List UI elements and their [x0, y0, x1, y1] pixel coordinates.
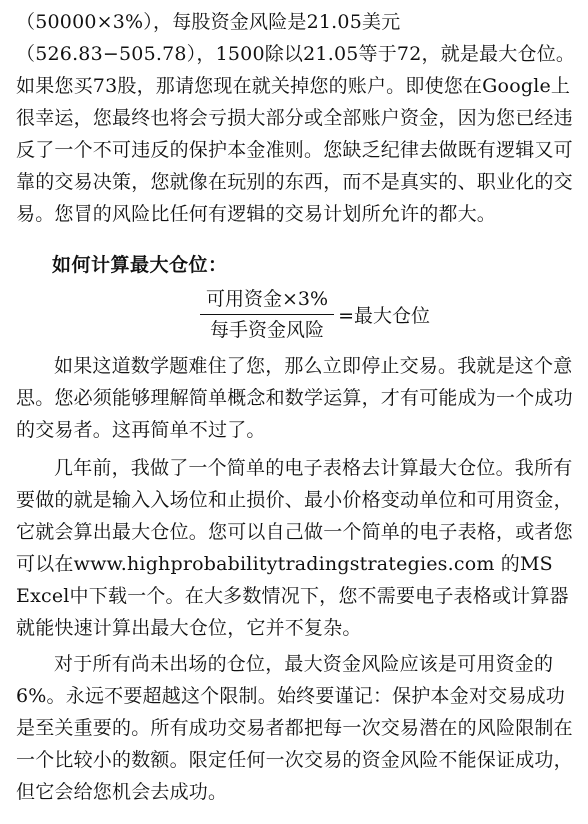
position-size-formula: [200, 286, 430, 343]
paragraph-1-text: （50000×3%），每股资金风险是21.05美元（526.83−505.78），1500除以21.05等于72，就是最大仓位。如果您买73股，那请您现在就关掉您的账户。即使您在Google上很幸运，您最终也将会亏损大部分或全部账户资金，因为您已经违反了一个不可违反的保护本金准则。您缺乏纪律去做既有逻辑又可靠的交易决策，您就像在玩别的东西，而不是真实的、职业化的交易。您冒的风险比任何有逻辑的交易计划所允许的都大。: [16, 11, 576, 225]
paragraph-2-text: 如果这道数学题难住了您，那么立即停止交易。我就是这个意思。您必须能够理解简单概念和数学运算，才有可能成为一个成功的交易者。这再简单不过了。: [16, 355, 573, 441]
paragraph-3: [16, 452, 576, 644]
formula-numerator: 可用资金×3%: [200, 286, 334, 315]
paragraph-4: [16, 648, 576, 808]
paragraph-3-text: 几年前，我做了一个简单的电子表格去计算最大仓位。我所有要做的就是输入入场位和止损价、最小价格变动单位和可用资金，它就会算出最大仓位。您可以自己做一个简单的电子表格，或者您可以在www.highprobabilitytradingstrategies.com 的MS Excel中下载一个。在大多数情况下，您不需要电子表格或计算器就能快速计算出最大仓位，它并不复杂。: [16, 457, 573, 639]
section-heading: 如何计算最大仓位：: [52, 254, 228, 276]
paragraph-2: [16, 350, 576, 446]
paragraph-4-text: 对于所有尚未出场的仓位，最大资金风险应该是可用资金的6%。永远不要超越这个限制。始终要谨记：保护本金对交易成功是至关重要的。所有成功交易者都把每一次交易潜在的风险限制在一个比较小的数额。限定任何一次交易的资金风险不能保证成功，但它会给您机会去成功。: [16, 653, 573, 803]
paragraph-1: [16, 6, 576, 230]
formula-result: =最大仓位: [338, 305, 430, 327]
formula-fraction: [200, 286, 334, 343]
formula-denominator: 每手资金风险: [210, 319, 325, 341]
